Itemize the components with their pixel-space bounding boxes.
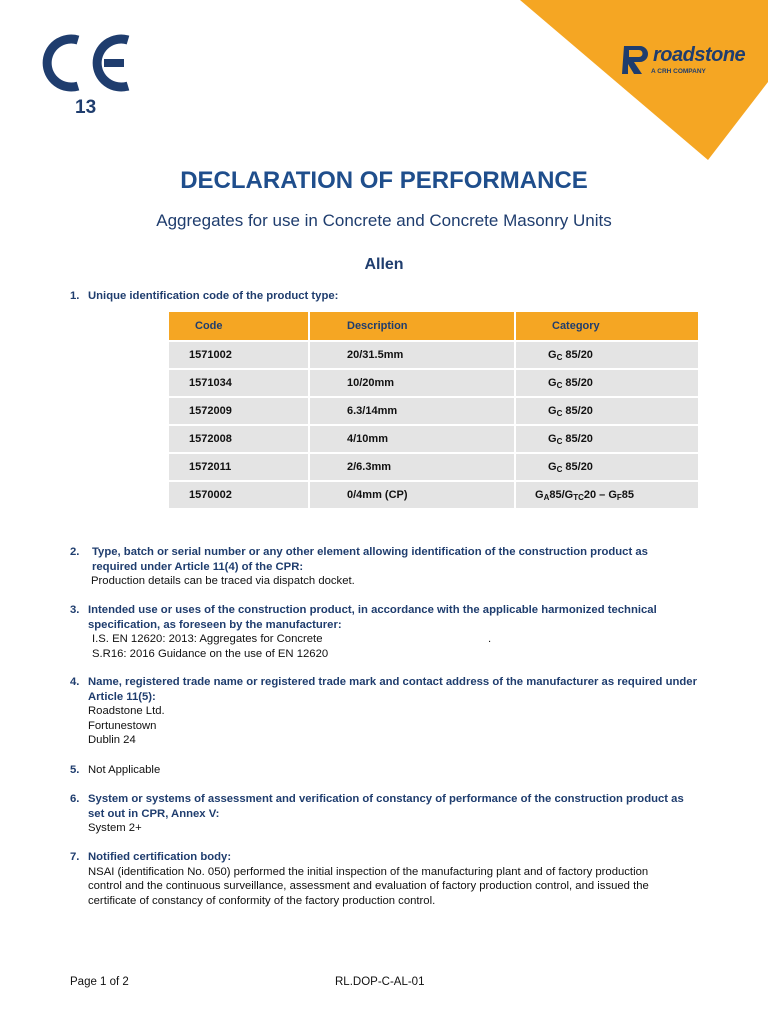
section-number: 7. — [70, 851, 80, 863]
section-6 — [70, 792, 710, 836]
product-name: Allen — [364, 256, 404, 273]
cell-description: 10/20mm — [310, 368, 516, 396]
section-question: Type, batch or serial number or any other element allowing identification of the construction product as — [92, 546, 648, 558]
cell-category: $G_C$ 85/20 — [516, 368, 700, 396]
section-question: Name, registered trade name or registered trade mark and contact address of the manufacturer as required under Article 11(5): — [88, 676, 697, 703]
product-table — [169, 312, 700, 508]
cell-code: 1572009 — [169, 396, 310, 424]
section-1 — [70, 289, 710, 304]
ce-number: 13 — [75, 97, 97, 118]
table-row — [169, 368, 700, 396]
table-row — [169, 480, 700, 508]
section-answer: Roadstone Ltd. — [88, 705, 165, 717]
roadstone-logo-icon — [620, 44, 650, 76]
cell-category: $G_C$ 85/20 — [516, 396, 700, 424]
section-answer: I.S. EN 12620: 2013: Aggregates for Concrete . — [92, 633, 492, 645]
section-question: Unique identification code of the product type: — [88, 290, 339, 302]
table-header-row — [169, 312, 700, 340]
cell-description: 0/4mm (CP) — [310, 480, 516, 508]
section-question-cont: required under Article 11(4) of the CPR: — [92, 560, 304, 573]
cell-description: 4/10mm — [310, 424, 516, 452]
cell-description: 20/31.5mm — [310, 340, 516, 368]
section-5 — [70, 763, 710, 778]
cell-code: 1572011 — [169, 452, 310, 480]
section-answer: Dublin 24 — [88, 734, 136, 746]
section-number: 1. — [70, 290, 80, 302]
cell-code: 1570002 — [169, 480, 310, 508]
section-answer: NSAI (identification No. 050) performed the initial inspection of the manufacturing plant and of factory production control and the continuous surveillance, assessment and evaluation of factory production control, and issued the certificate of constancy of conformity of the factory production control. — [88, 865, 649, 907]
section-2 — [70, 545, 710, 589]
section-number: 2. — [70, 546, 80, 558]
section-answer: Production details can be traced via dispatch docket. — [91, 575, 355, 587]
table-row — [169, 396, 700, 424]
section-number: 3. — [70, 604, 80, 616]
cell-code: 1572008 — [169, 424, 310, 452]
header-code: Code — [169, 312, 310, 340]
section-answer: Not Applicable — [88, 764, 161, 776]
table-row — [169, 340, 700, 368]
section-question: System or systems of assessment and verification of constancy of performance of the construction product as set out in CPR, Annex V: — [88, 793, 684, 820]
table-row — [169, 424, 700, 452]
cell-code: 1571002 — [169, 340, 310, 368]
section-answer: S.R16: 2016 Guidance on the use of EN 12620 — [92, 647, 329, 660]
section-4 — [70, 675, 710, 748]
page-number: Page 1 of 2 — [70, 976, 129, 988]
ce-mark — [42, 32, 132, 94]
cell-description: 6.3/14mm — [310, 396, 516, 424]
section-number: 5. — [70, 764, 80, 776]
cell-category: $G_A85/G_{TC}20 - G_F85$ — [516, 480, 700, 508]
cell-category: $G_C$ 85/20 — [516, 452, 700, 480]
section-question: Intended use or uses of the construction product, in accordance with the applicable harmonized technical specification, as foreseen by the manufacturer: — [88, 604, 657, 631]
section-question: Notified certification body: — [88, 851, 232, 863]
brand-tagline: A CRH COMPANY — [651, 68, 706, 75]
table-row — [169, 452, 700, 480]
header-category: Category — [516, 312, 700, 340]
section-number: 6. — [70, 793, 80, 805]
section-number: 4. — [70, 676, 80, 688]
document-title: DECLARATION OF PERFORMANCE — [180, 167, 588, 194]
cell-description: 2/6.3mm — [310, 452, 516, 480]
cell-category: $G_C$ 85/20 — [516, 340, 700, 368]
section-answer: Fortunestown — [88, 719, 157, 732]
section-7 — [70, 850, 710, 908]
section-answer: System 2+ — [88, 822, 142, 834]
header-description: Description — [310, 312, 516, 340]
document-subtitle: Aggregates for use in Concrete and Concrete Masonry Units — [156, 211, 612, 230]
section-3 — [70, 603, 710, 661]
brand-name: roadstone — [653, 44, 746, 66]
cell-category: $G_C$ 85/20 — [516, 424, 700, 452]
cell-code: 1571034 — [169, 368, 310, 396]
document-reference: RL.DOP-C-AL-01 — [335, 976, 425, 988]
corner-banner — [520, 0, 768, 162]
